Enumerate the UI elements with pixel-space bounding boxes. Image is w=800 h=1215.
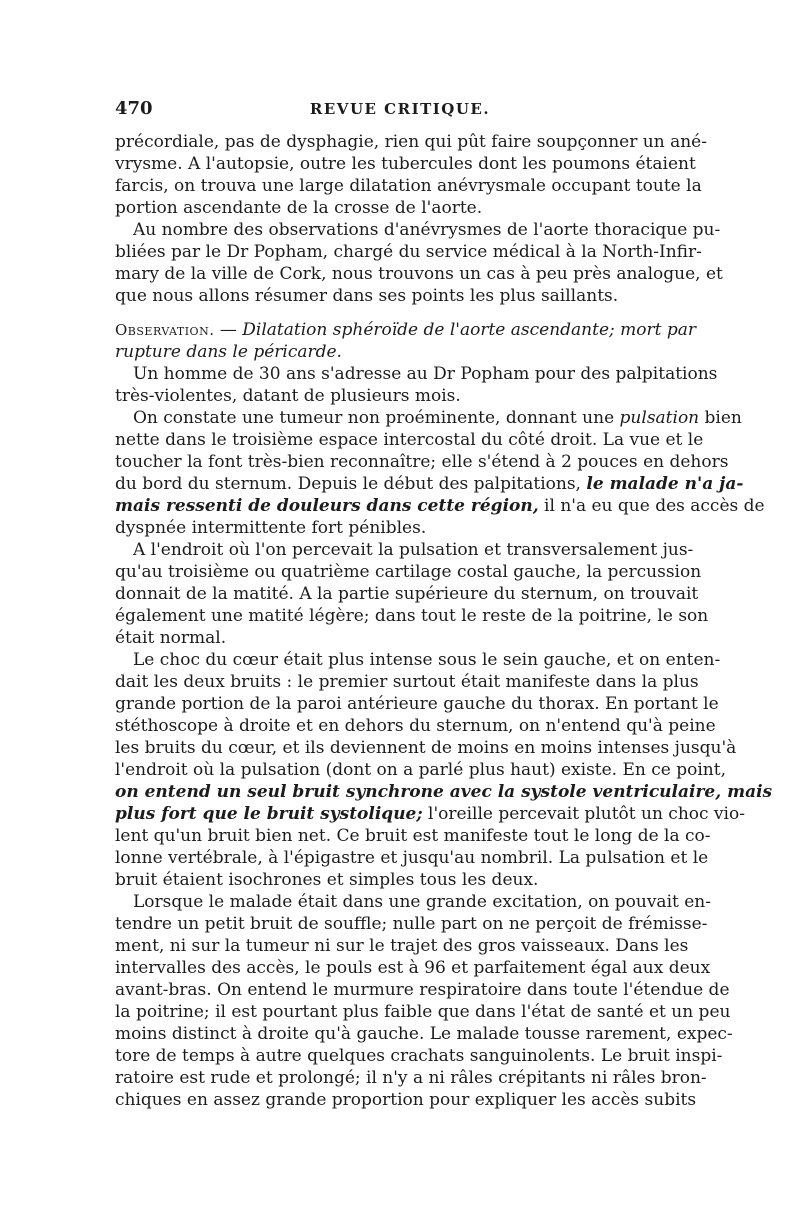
text-line: bliées par le Dr Popham, chargé du service médical à la North-Infir-: [115, 242, 702, 262]
page-header: [115, 98, 685, 122]
text-line: précordiale, pas de dysphagie, rien qui pût faire soupçonner un ané-: [115, 132, 707, 152]
text-line: également une matité légère; dans tout le reste de la poitrine, le son: [115, 606, 709, 626]
text-line: moins distinct à droite qu'à gauche. Le malade tousse rarement, expec-: [115, 1024, 733, 1044]
observation-title: Dilatation sphéroïde de l'aorte ascendante; mort par: [242, 320, 697, 340]
text-line: on entend un seul bruit synchrone avec la systole ventriculaire, mais: [115, 782, 773, 802]
text-line: dyspnée intermittente fort pénibles.: [115, 518, 427, 538]
text-line: lonne vertébrale, à l'épigastre et jusqu'au nombril. La pulsation et le: [115, 848, 709, 868]
text-line: On constate une tumeur non proéminente, donnant une pulsation bien: [133, 408, 742, 428]
text-line: intervalles des accès, le pouls est à 96 et parfaitement égal aux deux: [115, 958, 711, 978]
text-line: la poitrine; il est pourtant plus faible que dans l'état de santé et un peu: [115, 1002, 731, 1022]
text-line: vrysme. A l'autopsie, outre les tubercules dont les poumons étaient: [115, 154, 696, 174]
running-title: REVUE CRITIQUE.: [309, 100, 491, 118]
text-line: tore de temps à autre quelques crachats sanguinolents. Le bruit inspi-: [115, 1046, 723, 1066]
text-line: grande portion de la paroi antérieure gauche du thorax. En portant le: [115, 694, 719, 714]
text-line: Lorsque le malade était dans une grande excitation, on pouvait en-: [133, 892, 711, 912]
body-text: [115, 131, 773, 1111]
text-line: chiques en assez grande proportion pour expliquer les accès subits: [115, 1090, 697, 1110]
text-line: Un homme de 30 ans s'adresse au Dr Popham pour des palpitations: [133, 364, 718, 384]
text-line: plus fort que le bruit systolique; l'oreille percevait plutôt un choc vio-: [115, 804, 745, 824]
text-line: stéthoscope à droite et en dehors du sternum, on n'entend qu'à peine: [115, 716, 716, 736]
text-line: mary de la ville de Cork, nous trouvons un cas à peu près analogue, et: [115, 264, 723, 284]
text-line: toucher la font très-bien reconnaître; elle s'étend à 2 pouces en dehors: [115, 452, 729, 472]
text-line: mais ressenti de douleurs dans cette région, il n'a eu que des accès de: [115, 496, 765, 516]
text-line: très-violentes, datant de plusieurs mois.: [115, 386, 461, 406]
text-line: A l'endroit où l'on percevait la pulsation et transversalement jus-: [133, 540, 694, 560]
text-line: portion ascendante de la crosse de l'aorte.: [115, 198, 483, 218]
text-line: l'endroit où la pulsation (dont on a parlé plus haut) existe. En ce point,: [115, 760, 726, 780]
text-line: du bord du sternum. Depuis le début des palpitations, le malade n'a ja-: [115, 474, 744, 494]
text-line: ment, ni sur la tumeur ni sur le trajet des gros vaisseaux. Dans les: [115, 936, 689, 956]
text-line: qu'au troisième ou quatrième cartilage costal gauche, la percussion: [115, 562, 702, 582]
text-line: farcis, on trouva une large dilatation anévrysmale occupant toute la: [115, 176, 702, 196]
observation-dash: —: [214, 320, 243, 340]
text-line: Le choc du cœur était plus intense sous le sein gauche, et on enten-: [133, 650, 721, 670]
page-number: 470: [115, 98, 153, 119]
text-line: était normal.: [115, 628, 227, 648]
text-line: Au nombre des observations d'anévrysmes de l'aorte thoracique pu-: [133, 220, 721, 240]
text-line: bruit étaient isochrones et simples tous les deux.: [115, 870, 539, 890]
observation-heading: [115, 319, 697, 341]
observation-label: Observation.: [115, 321, 215, 339]
text-line: avant-bras. On entend le murmure respiratoire dans toute l'étendue de: [115, 980, 730, 1000]
text-line: lent qu'un bruit bien net. Ce bruit est manifeste tout le long de la co-: [115, 826, 711, 846]
text-line: que nous allons résumer dans ses points les plus saillants.: [115, 286, 619, 306]
text-line: ratoire est rude et prolongé; il n'y a ni râles crépitants ni râles bron-: [115, 1068, 707, 1088]
text-line: tendre un petit bruit de souffle; nulle part on ne perçoit de frémisse-: [115, 914, 708, 934]
text-line: nette dans le troisième espace intercostal du côté droit. La vue et le: [115, 430, 704, 450]
text-line: dait les deux bruits : le premier surtout était manifeste dans la plus: [115, 672, 699, 692]
text-line: les bruits du cœur, et ils deviennent de moins en moins intenses jusqu'à: [115, 738, 737, 758]
observation-title-cont: rupture dans le péricarde.: [115, 342, 342, 362]
text-line: donnait de la matité. A la partie supérieure du sternum, on trouvait: [115, 584, 699, 604]
